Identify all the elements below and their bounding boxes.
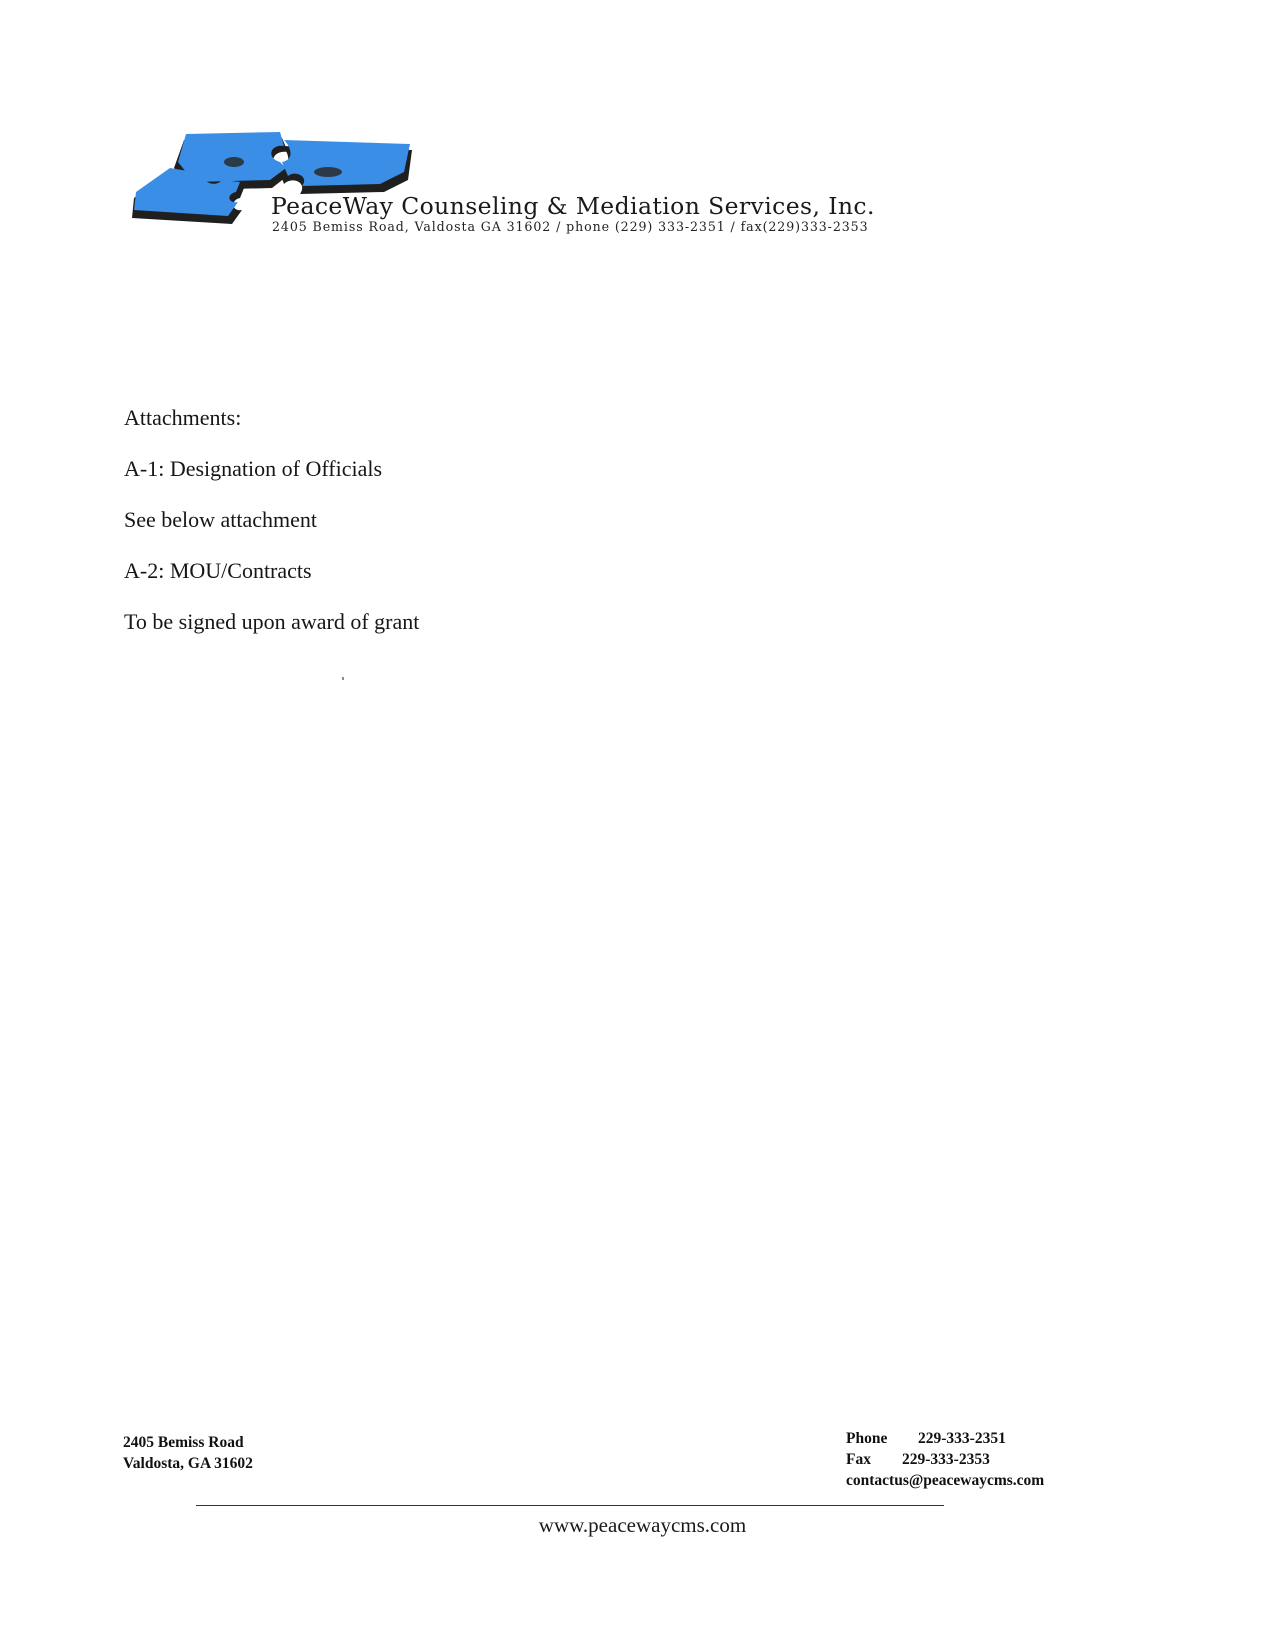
- attachment-a2-note: To be signed upon award of grant: [124, 609, 420, 634]
- footer-address: [123, 1432, 253, 1474]
- attachments-heading: Attachments:: [124, 405, 242, 430]
- scan-speck: [342, 677, 344, 680]
- attachment-a1-note: See below attachment: [124, 507, 318, 532]
- fax-label: Fax: [846, 1451, 871, 1468]
- footer-divider: [196, 1505, 944, 1506]
- footer-email: contactus@peacewaycms.com: [846, 1472, 1045, 1489]
- phone-label: Phone: [846, 1430, 888, 1447]
- phone-number: 229-333-2351: [918, 1430, 1006, 1447]
- attachment-a1-title: A-1: Designation of Officials: [124, 456, 383, 481]
- letterhead-address-line: 2405 Bemiss Road, Valdosta GA 31602 / phone (229) 333-2351 / fax(229)333-2353: [272, 219, 869, 234]
- fax-number: 229-333-2353: [902, 1451, 990, 1468]
- company-name: PeaceWay Counseling & Mediation Services, Inc.: [271, 192, 875, 220]
- footer-contact: [846, 1428, 1044, 1491]
- footer-website: www.peacewaycms.com: [538, 1513, 747, 1537]
- footer-fax-row: [846, 1449, 1044, 1470]
- footer-phone-row: [846, 1428, 1044, 1449]
- attachment-a2-title: A-2: MOU/Contracts: [124, 558, 312, 583]
- footer-street: 2405 Bemiss Road: [123, 1434, 244, 1451]
- footer-city-state-zip: Valdosta, GA 31602: [123, 1455, 253, 1472]
